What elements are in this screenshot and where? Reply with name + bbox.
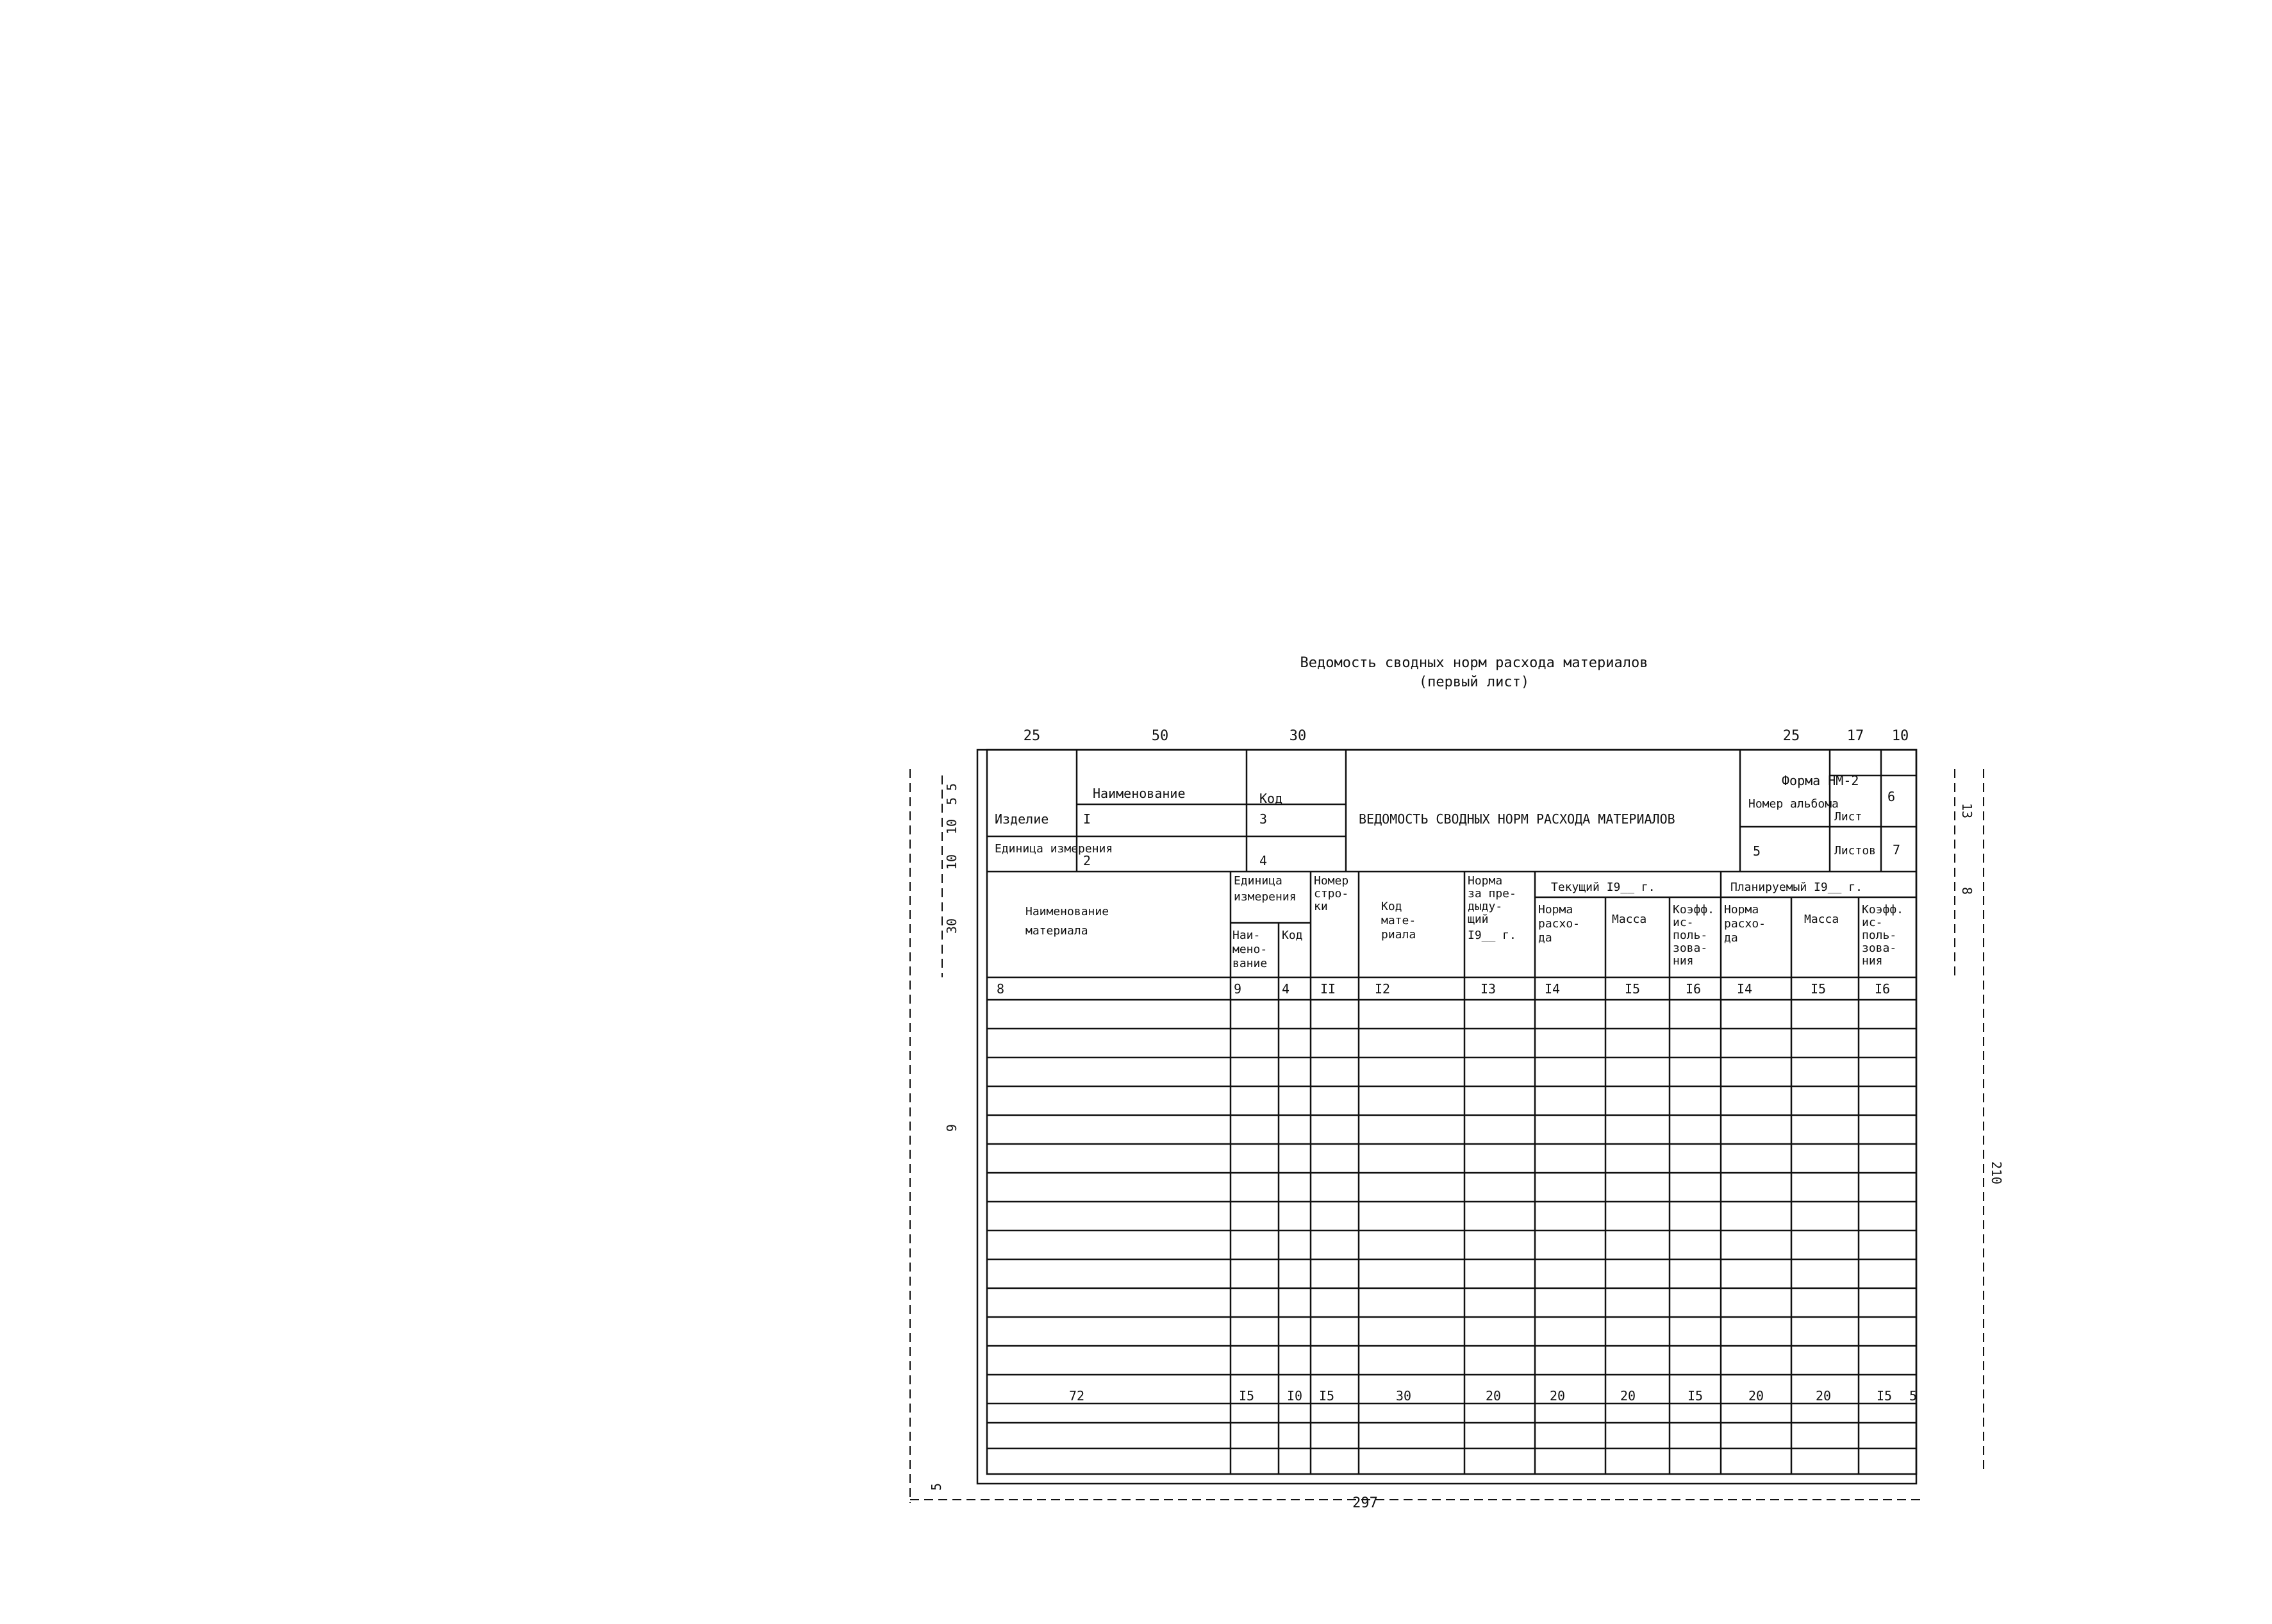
col-plan-coef-3: поль-	[1862, 929, 1897, 942]
sheet-number: 6	[1887, 789, 1896, 804]
form-title: ВЕДОМОСТЬ СВОДНЫХ НОРМ РАСХОДА МАТЕРИАЛОВ	[1359, 811, 1675, 827]
form-frame	[987, 750, 1916, 1474]
colnum-15b: I5	[1811, 981, 1827, 997]
album-number: 5	[1753, 843, 1761, 859]
colnum-8: 8	[997, 981, 1005, 997]
col-plan-coef-4: зова-	[1862, 941, 1897, 955]
colnum-9: 9	[1234, 981, 1242, 997]
colw-20d: 20	[1748, 1388, 1764, 1404]
col-cur-mass: Масса	[1612, 913, 1647, 926]
col-matcode-1: Код	[1381, 900, 1402, 913]
col-prev-4: щий	[1468, 913, 1489, 926]
dim-top-50: 50	[1151, 728, 1169, 744]
colw-20c: 20	[1620, 1388, 1636, 1404]
col-plan-norm-1: Норма	[1724, 903, 1759, 916]
col-unit-2: измерения	[1234, 890, 1297, 904]
colw-72: 72	[1068, 1388, 1085, 1404]
colw-30: 30	[1395, 1388, 1412, 1404]
colnum-14: I4	[1545, 981, 1561, 997]
colw-15c: I5	[1687, 1388, 1704, 1404]
col-row-2: стро-	[1314, 887, 1349, 900]
dim-left-5c: 5	[929, 1482, 944, 1491]
col-prev-2: за пре-	[1468, 887, 1516, 900]
colw-20e: 20	[1815, 1388, 1832, 1404]
col-prev-5: I9__ г.	[1468, 929, 1516, 942]
outer-frame	[977, 750, 1916, 1484]
col-unit-name-1: Наи-	[1232, 929, 1261, 942]
col-plan-coef-2: ис-	[1862, 916, 1883, 929]
colnum-4: 4	[1282, 981, 1290, 997]
colw-10: I0	[1286, 1388, 1303, 1404]
dim-top-25b: 25	[1782, 728, 1800, 744]
colw-15d: I5	[1876, 1388, 1893, 1404]
col-cur-coef-1: Коэфф.	[1673, 903, 1715, 916]
dim-right-13: 13	[1959, 802, 1975, 819]
col-planned: Планируемый I9__ г.	[1730, 881, 1862, 894]
document-caption-subtitle: (первый лист)	[1418, 674, 1530, 690]
col-unit-1: Единица	[1234, 874, 1282, 888]
dim-bottom-297: 297	[1352, 1495, 1378, 1511]
dim-right-210: 210	[1989, 1161, 2004, 1185]
dim-left-5a: 5	[944, 783, 959, 791]
col-cur-coef-3: поль-	[1673, 929, 1708, 942]
col-cur-coef-5: ния	[1673, 954, 1694, 968]
name-label: Наименование	[1093, 786, 1186, 801]
colnum-14b: I4	[1737, 981, 1753, 997]
cell-2: 2	[1083, 853, 1091, 868]
dim-top-30: 30	[1289, 728, 1307, 744]
col-material-2: материала	[1025, 924, 1088, 938]
sheets-label: Листов	[1834, 844, 1877, 858]
unit-label: Единица измерения	[995, 842, 1113, 856]
col-prev-3: дыду-	[1468, 900, 1503, 913]
col-matcode-2: мате-	[1381, 914, 1416, 927]
form-number: Форма НМ-2	[1782, 773, 1859, 788]
col-cur-norm-3: да	[1538, 931, 1552, 945]
album-label: Номер альбома	[1748, 797, 1839, 811]
col-material-1: Наименование	[1025, 905, 1109, 918]
col-unit-name-3: вание	[1232, 957, 1268, 970]
dim-left-5b: 5	[944, 797, 959, 806]
document-caption: Ведомость сводных норм расхода материалов	[1300, 655, 1648, 671]
col-unit-name-2: мено-	[1232, 943, 1268, 956]
dim-left-10b: 10	[944, 854, 959, 870]
dim-left-30: 30	[944, 918, 959, 934]
colnum-11: II	[1320, 981, 1336, 997]
dim-left-9: 9	[944, 1123, 959, 1132]
colnum-12: I2	[1375, 981, 1391, 997]
code-label: Код	[1259, 791, 1283, 806]
col-plan-norm-3: да	[1724, 931, 1738, 945]
col-cur-coef-4: зова-	[1673, 941, 1708, 955]
col-row-3: ки	[1314, 900, 1328, 913]
col-prev-1: Норма	[1468, 874, 1503, 888]
col-cur-norm-2: расхо-	[1538, 917, 1580, 931]
col-current: Текущий I9__ г.	[1551, 881, 1655, 894]
colw-20b: 20	[1549, 1388, 1566, 1404]
dim-top-17: 17	[1846, 728, 1864, 744]
col-cur-coef-2: ис-	[1673, 916, 1694, 929]
colw-20a: 20	[1485, 1388, 1502, 1404]
cell-3: 3	[1259, 811, 1268, 827]
col-matcode-3: риала	[1381, 928, 1416, 941]
dim-top-25: 25	[1023, 728, 1041, 744]
col-plan-norm-2: расхо-	[1724, 917, 1766, 931]
col-plan-mass: Масса	[1804, 913, 1839, 926]
col-plan-coef-5: ния	[1862, 954, 1883, 968]
col-plan-coef-1: Коэфф.	[1862, 903, 1904, 916]
colnum-15: I5	[1625, 981, 1641, 997]
colnum-16b: I6	[1875, 981, 1891, 997]
colw-15a: I5	[1238, 1388, 1255, 1404]
colnum-13: I3	[1480, 981, 1497, 997]
dim-top-10: 10	[1891, 728, 1909, 744]
sheet-label: Лист	[1834, 810, 1862, 824]
colnum-16: I6	[1686, 981, 1702, 997]
col-unit-code: Код	[1282, 929, 1303, 942]
cell-1: I	[1083, 811, 1091, 827]
colw-5: 5	[1909, 1388, 1918, 1404]
product-label: Изделие	[995, 811, 1049, 827]
col-row-1: Номер	[1314, 874, 1349, 888]
dim-right-8: 8	[1959, 886, 1975, 895]
dim-left-10a: 10	[944, 818, 959, 835]
colw-15b: I5	[1318, 1388, 1335, 1404]
sheets-number: 7	[1893, 842, 1901, 858]
cell-4: 4	[1259, 853, 1268, 868]
col-cur-norm-1: Норма	[1538, 903, 1573, 916]
